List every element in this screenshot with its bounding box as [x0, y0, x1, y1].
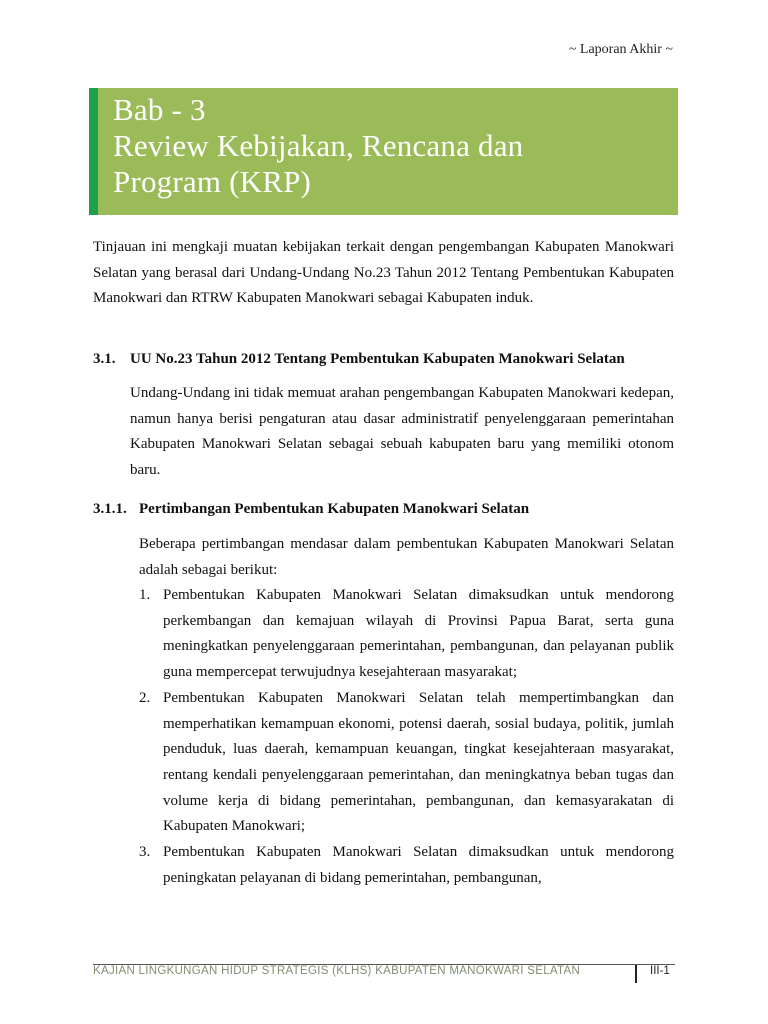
section-title: UU No.23 Tahun 2012 Tentang Pembentukan Kabupaten Manokwari Selatan: [130, 351, 625, 367]
chapter-title-line-2: Program (KRP): [113, 164, 312, 199]
section-3-1-1-paragraph: Beberapa pertimbangan mendasar dalam pembentukan Kabupaten Manokwari Selatan adalah sebagai berikut:: [139, 536, 674, 578]
list-text: Pembentukan Kabupaten Manokwari Selatan dimaksudkan untuk mendorong perkembangan dan kemajuan wilayah di Provinsi Papua Barat, serta guna meningkatkan penyelenggaraan pemerintahan, pembangunan, dan pelayanan publik guna mempercepat terwujudnya kesejahteraan masyarakat;: [163, 587, 674, 681]
list-text: Pembentukan Kabupaten Manokwari Selatan telah mempertimbangkan dan memperhatikan kemampuan ekonomi, potensi daerah, sosial budaya, politik, jumlah penduduk, luas daerah, kemampuan keuangan, tingkat kesejahteraan masyarakat, rentang kendali penyelenggaraan pemerintahan, dan meningkatnya beban tugas dan volume kerja di bidang pemerintahan, pembangunan, dan kemasyarakatan di Kabupaten Manokwari;: [163, 689, 674, 835]
considerations-list: [139, 583, 674, 891]
page-number: III-1: [650, 965, 670, 977]
section-number: 3.1.: [93, 351, 116, 367]
chapter-title-line-1: Review Kebijakan, Rencana dan: [113, 128, 524, 163]
list-item: [139, 840, 674, 891]
list-item: [139, 583, 674, 686]
section-heading-3-1-1: [93, 501, 529, 518]
section-3-1-paragraph: Undang-Undang ini tidak memuat arahan pengembangan Kabupaten Manokwari kedepan, namun hanya berisi pengaturan atau dasar administratif penyelenggaraan pemerintahan Kabupaten Manokwari Selatan sebagai sebuah kabupaten baru yang memiliki otonom baru.: [130, 385, 674, 479]
footer-separator: [635, 965, 637, 983]
section-title: Pertimbangan Pembentukan Kabupaten Manokwari Selatan: [139, 501, 530, 517]
intro-paragraph: Tinjauan ini mengkaji muatan kebijakan terkait dengan pengembangan Kabupaten Manokwari Selatan yang berasal dari Undang-Undang No.23 Tahun 2012 Tentang Pembentukan Kabupaten Manokwari dan RTRW Kabupaten Manokwari sebagai Kabupaten induk.: [93, 239, 674, 307]
chapter-banner: [89, 88, 678, 215]
list-number: 1.: [139, 587, 151, 603]
list-number: 3.: [139, 844, 151, 861]
list-text: Pembentukan Kabupaten Manokwari Selatan dimaksudkan untuk mendorong peningkatan pelayanan di bidang pemerintahan, pembangunan,: [163, 844, 674, 886]
section-number: 3.1.1.: [93, 501, 127, 517]
list-item: [139, 686, 674, 840]
chapter-number: Bab - 3: [113, 92, 206, 127]
section-heading-3-1: [93, 351, 625, 368]
running-header: ~ Laporan Akhir ~: [568, 42, 673, 57]
footer-document-title: KAJIAN LINGKUNGAN HIDUP STRATEGIS (KLHS) KABUPATEN MANOKWARI SELATAN: [93, 965, 581, 977]
list-number: 2.: [139, 689, 151, 706]
